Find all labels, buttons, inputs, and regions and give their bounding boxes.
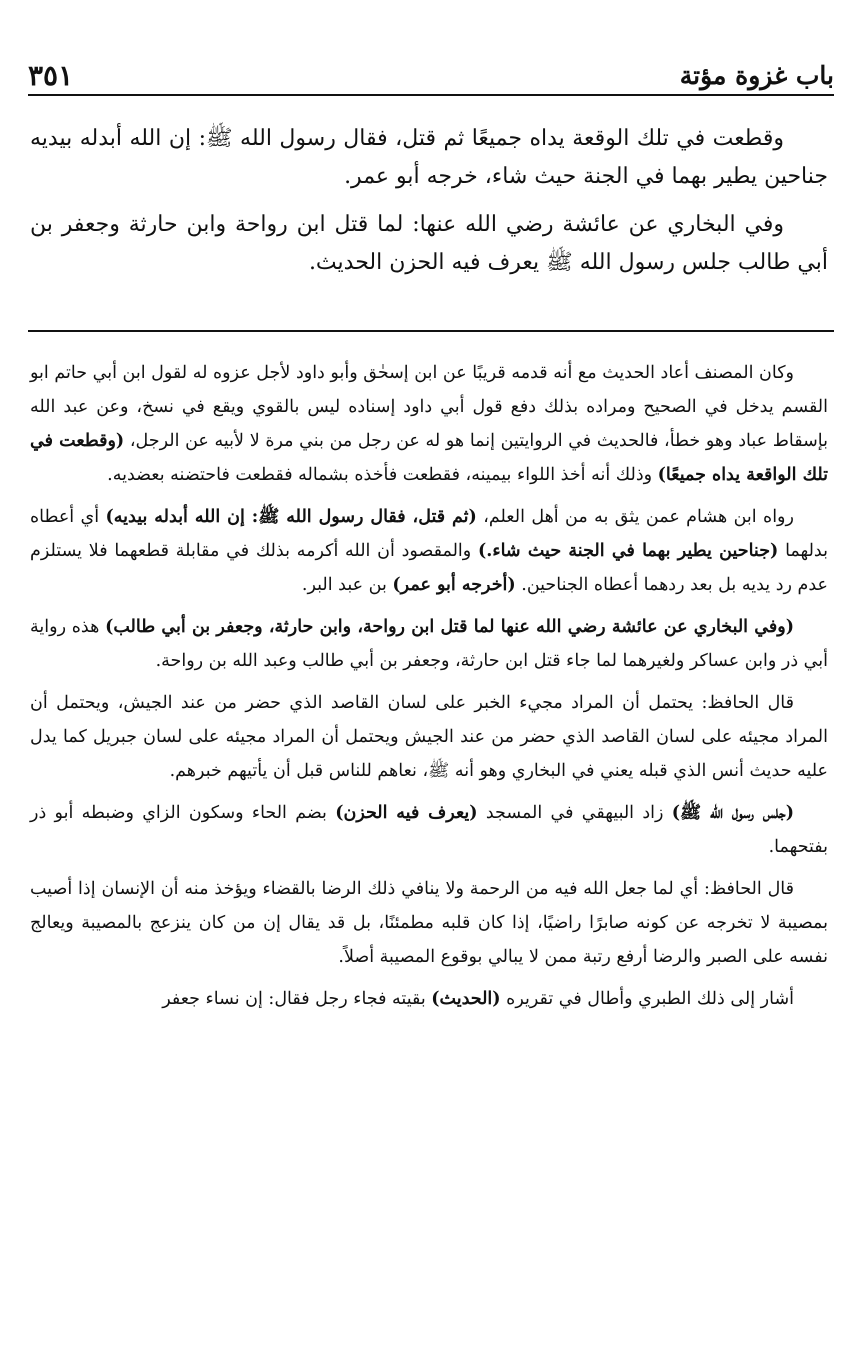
commentary-paragraph <box>30 610 828 678</box>
chapter-title: باب غزوة مؤتة <box>679 61 834 90</box>
commentary-text-run: رواه ابن هشام عمن يثق به من أهل العلم، <box>483 507 794 527</box>
commentary-paragraph <box>30 796 828 864</box>
commentary-text-run: قال الحافظ: يحتمل أن المراد مجيء الخبر على لسان القاصد الذي حضر من عند الجيش، ويحتمل أن المراد مجيئه على لسان القاصد الذي حضر من عند الجيش ويحتمل أن المراد مجيئه على لسان جبريل كما يدل عليه حديث أنس الذي قبله يعني في البخاري وهو أنه ﷺ، نعاهم للناس قبل أن يأتيهم خبرهم. <box>30 693 828 781</box>
page-number: ٣٥١ <box>28 59 74 92</box>
commentary-paragraph <box>30 686 828 788</box>
main-paragraph: وفي البخاري عن عائشة رضي الله عنها: لما قتل ابن رواحة وابن حارثة وجعفر بن أبي طالب جلس رسول الله ﷺ يعرف فيه الحزن الحديث. <box>30 212 828 275</box>
commentary-text-run: زاد البيهقي في المسجد <box>485 803 664 823</box>
page-header <box>28 46 834 96</box>
commentary-text-run: أي أعطاه بدلهما <box>30 507 828 561</box>
main-text <box>30 120 828 292</box>
quoted-matn: (يعرف فيه الحزن) <box>335 803 478 823</box>
quoted-matn: (جلس رسول الله ﷺ) <box>671 803 794 823</box>
commentary-text-run: بن عبد البر. <box>301 575 387 595</box>
main-paragraph: وقطعت في تلك الوقعة يداه جميعًا ثم قتل، فقال رسول الله ﷺ: إن الله أبدله بيديه جناحين يطير بهما في الجنة حيث شاء، خرجه أبو عمر. <box>30 126 828 189</box>
commentary-paragraph <box>30 500 828 602</box>
commentary-text-run: والمقصود أن الله أكرمه بذلك في مقابلة قطعهما فلا يستلزم عدم رد يديه بل بعد ردهما أعطاه الجناحين. <box>30 541 828 595</box>
commentary-paragraph <box>30 872 828 974</box>
commentary-text-run: وذلك أنه أخذ اللواء بيمينه، فقطعت فأخذه بشماله فقطعت فاحتضنه بعضديه. <box>107 465 653 485</box>
quoted-matn: (وفي البخاري عن عائشة رضي الله عنها لما قتل ابن رواحة، وابن حارثة، وجعفر بن أبي طالب) <box>105 617 794 637</box>
quoted-matn: (الحديث) <box>431 989 501 1009</box>
commentary-text-run: هذه رواية أبي ذر وابن عساكر ولغيرهما لما جاء قتل ابن حارثة، وجعفر بن أبي طالب وعبد الله بن رواحة. <box>30 617 828 671</box>
section-divider <box>28 330 834 332</box>
commentary-text-run: وكان المصنف أعاد الحديث مع أنه قدمه قريبًا عن ابن إسحٰق وأبو داود لأجل عزوه له لقول ابن أبي حاتم ابو القسم يدخل في الصحيح ومراده بذلك دفع قول أبي داود إسناده ليس بالقوي ويقع في نسخ، وعن عبد الله بإسقاط عباد وهو خطأ، فالحديث في الروايتين إنما هو له عن رجل من بني مرة لا لأبيه عن الرجل، <box>30 363 828 451</box>
commentary-paragraph <box>30 356 828 492</box>
commentary-text <box>30 356 828 1024</box>
commentary-text-run: قال الحافظ: أي لما جعل الله فيه من الرحمة ولا ينافي ذلك الرضا بالقضاء ويؤخذ منه أن الإنسان إذا أصيب بمصيبة لا تخرجه عن كونه صابرًا راضيًا، إذا كان قلبه مطمئنًا، بل قد يقال إن من كان ينزعج بالمصيبة ويعالج نفسه على الصبر والرضا أرفع رتبة ممن لا يبالي بوقوع المصيبة أصلاً. <box>30 879 828 967</box>
quoted-matn: (جناحين يطير بهما في الجنة حيث شاء.) <box>478 541 779 561</box>
header-rule <box>28 94 834 96</box>
quoted-matn: (أخرجه أبو عمر) <box>392 575 516 595</box>
quoted-matn: (وقطعت في تلك الواقعة يداه جميعًا) <box>30 431 828 485</box>
commentary-text-run: بقيته فجاء رجل فقال: إن نساء جعفر <box>162 989 426 1009</box>
commentary-text-run: بضم الحاء وسكون الزاي وضبطه أبو ذر بفتحهما. <box>30 803 828 857</box>
commentary-paragraph <box>30 982 828 1016</box>
quoted-matn: (ثم قتل، فقال رسول الله ﷺ: إن الله أبدله بيديه) <box>105 507 477 527</box>
commentary-text-run: أشار إلى ذلك الطبري وأطال في تقريره <box>506 989 794 1009</box>
